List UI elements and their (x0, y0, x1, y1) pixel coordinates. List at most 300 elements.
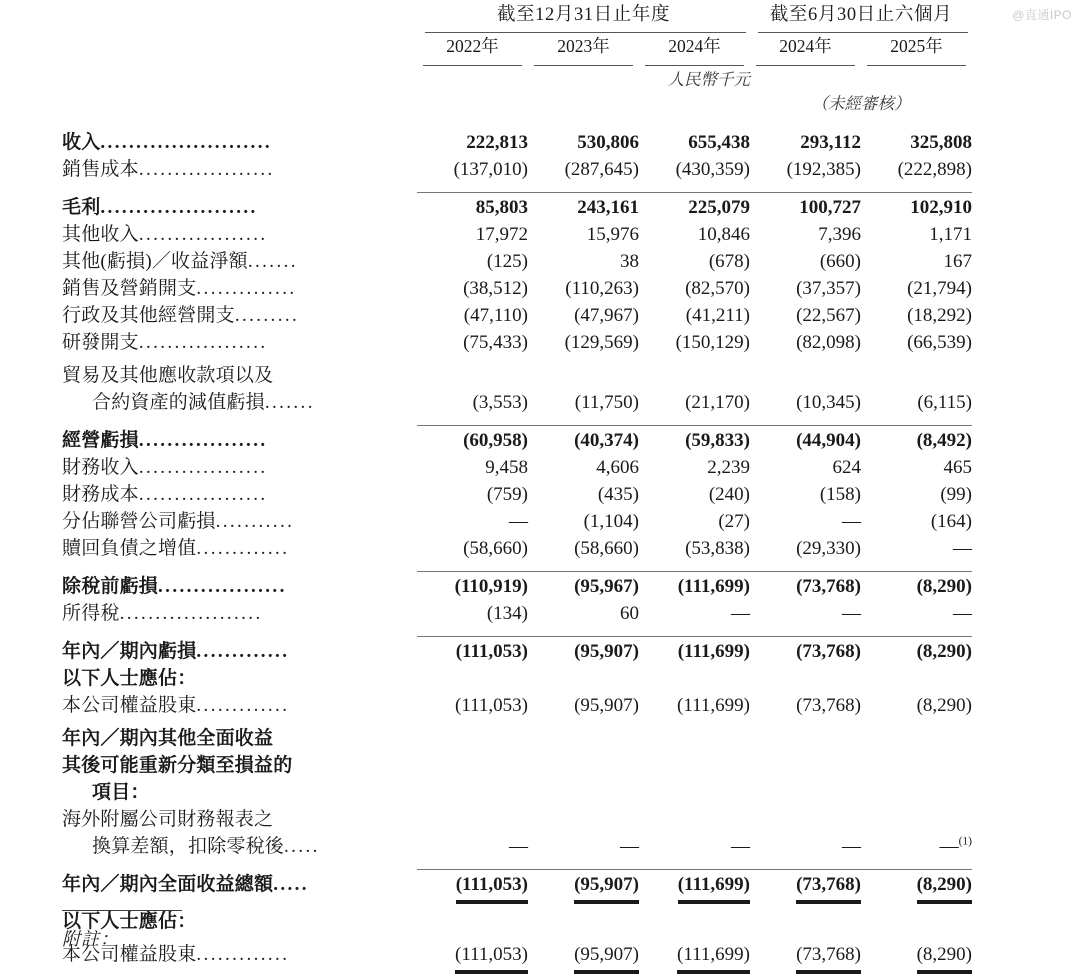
row-label-text: 換算差額，扣除零稅後 (92, 836, 285, 857)
table-row (62, 778, 972, 805)
row-label (62, 534, 417, 561)
header-group-right: 截至6月30日止六個月 (769, 5, 953, 25)
row-label (62, 572, 417, 600)
row-label-text: 銷售及營銷開支 (62, 278, 197, 299)
unit-blank-2 (528, 66, 639, 90)
table-row (62, 599, 972, 626)
row-value: 243,161 (528, 193, 639, 221)
table-row (62, 361, 972, 388)
leader-dots: .................... (119, 603, 263, 624)
table-row (62, 274, 972, 301)
row-label (62, 691, 417, 718)
leader-dots: ............. (196, 695, 290, 716)
row-value: (1,104) (583, 511, 639, 532)
row-value (861, 361, 972, 388)
header-group-row (62, 0, 972, 26)
row-value: (430,359) (675, 159, 750, 180)
row-value: (8,290) (861, 637, 972, 665)
row-value (528, 870, 639, 898)
row-value (861, 907, 972, 934)
spacer-row (62, 859, 972, 870)
row-label-text: 行政及其他經營開支 (62, 305, 235, 326)
row-value: 624 (832, 457, 861, 478)
row-value: (73,768) (796, 695, 861, 716)
table-row (62, 637, 972, 665)
row-label (62, 274, 417, 301)
year-rule-1 (417, 58, 528, 66)
row-value: (111,699) (677, 695, 750, 716)
value-double-underline: (73,768) (796, 944, 861, 965)
row-label (62, 751, 417, 778)
row-value: — (842, 836, 861, 857)
table-row (62, 388, 972, 415)
row-label (62, 128, 417, 155)
row-value: (11,750) (574, 392, 639, 413)
unaud-blank-2 (528, 90, 639, 114)
table-row (62, 534, 972, 561)
leader-dots: ....... (247, 251, 298, 272)
row-value (639, 805, 750, 832)
value-double-underline: (111,699) (677, 944, 750, 965)
value-double-underline: (111,053) (455, 944, 528, 965)
table-row (62, 426, 972, 454)
row-value: (18,292) (907, 305, 973, 326)
row-value: — (953, 603, 973, 624)
leader-dots: .................. (138, 224, 268, 245)
row-value: (60,958) (417, 426, 528, 454)
row-label-text: 毛利 (62, 197, 101, 218)
row-value (528, 778, 639, 805)
table-row (62, 805, 972, 832)
row-value: 38 (620, 251, 639, 272)
row-value: (3,553) (472, 392, 528, 413)
leader-dots: .................. (138, 457, 268, 478)
row-label-text: 其他收入 (62, 224, 139, 245)
row-value: (40,374) (528, 426, 639, 454)
unit-blank-1 (417, 66, 528, 90)
spacer-row (62, 626, 972, 637)
income-statement-table (62, 0, 972, 967)
row-label-text: 其他(虧損)／收益淨額 (62, 251, 248, 272)
row-label-text: 除稅前虧損 (62, 576, 159, 597)
row-value: (287,645) (564, 159, 639, 180)
table-row (62, 453, 972, 480)
row-value (417, 724, 528, 751)
leader-dots: ............. (196, 641, 290, 662)
row-value: 102,910 (861, 193, 972, 221)
row-value: (111,699) (639, 637, 750, 665)
row-value: (137,010) (453, 159, 528, 180)
table-row (62, 572, 972, 600)
row-label (62, 155, 417, 182)
row-value: 85,803 (417, 193, 528, 221)
unaud-blank-3 (639, 90, 750, 114)
row-label-text: 項目： (92, 782, 150, 803)
spacer-row (62, 182, 972, 193)
row-label-text: 銷售成本 (62, 159, 139, 180)
unit-blank-4 (750, 66, 861, 90)
row-value: (134) (486, 603, 528, 624)
row-value (861, 940, 972, 967)
row-value (639, 870, 750, 898)
row-label (62, 328, 417, 355)
table-row (62, 870, 972, 898)
row-value: — (620, 836, 639, 857)
watermark: @直通IPO (1012, 8, 1072, 22)
group-rule-left (417, 26, 750, 33)
row-value: (660) (819, 251, 861, 272)
header-corner-blank (62, 0, 417, 26)
unaud-blank-1 (417, 90, 528, 114)
row-value: — (731, 836, 750, 857)
row-value: 325,808 (910, 132, 973, 153)
row-label-text: 以下人士應佔： (62, 911, 197, 932)
row-value (750, 805, 861, 832)
row-label-text: 經營虧損 (62, 430, 139, 451)
leader-dots: ........... (215, 511, 295, 532)
table-row (62, 480, 972, 507)
row-label-text: 財務收入 (62, 457, 139, 478)
row-value: 1,171 (929, 224, 973, 245)
table-row (62, 128, 972, 155)
leader-dots: .................. (138, 430, 268, 451)
row-value: (21,794) (907, 278, 973, 299)
footnote-label: 附註： (62, 929, 119, 949)
row-value (639, 724, 750, 751)
row-value (861, 805, 972, 832)
row-label-text: 海外附屬公司財務報表之 (62, 809, 274, 830)
row-value: (47,967) (574, 305, 639, 326)
year-label-blank (62, 33, 417, 58)
row-value (417, 940, 528, 967)
row-value (528, 664, 639, 691)
row-label-text: 本公司權益股東 (62, 944, 197, 965)
table-row (62, 940, 972, 967)
spacer-cell (62, 859, 972, 870)
row-value: (41,211) (685, 305, 750, 326)
row-value: 222,813 (466, 132, 528, 153)
row-label-text: 年內／期內其他全面收益 (62, 728, 274, 749)
row-value: (22,567) (796, 305, 861, 326)
row-value (528, 907, 639, 934)
row-value: — (731, 603, 750, 624)
row-value: (111,699) (639, 572, 750, 600)
row-value (861, 664, 972, 691)
table-row (62, 193, 972, 221)
header-year-2023: 2023年 (557, 36, 610, 56)
row-value: 17,972 (475, 224, 528, 245)
row-label (62, 507, 417, 534)
row-label (62, 637, 417, 665)
row-value (750, 870, 861, 898)
row-value: (47,110) (463, 305, 528, 326)
row-value: (8,290) (916, 695, 973, 716)
row-label-text: 研發開支 (62, 332, 139, 353)
row-value: (38,512) (463, 278, 528, 299)
gap-cell (62, 114, 972, 128)
header-group-rule-row (62, 26, 972, 33)
row-value: (27) (718, 511, 750, 532)
header-year-rule-row (62, 58, 972, 66)
row-value (528, 940, 639, 967)
header-currency-unit: 人民幣千元 (667, 70, 750, 89)
row-label (62, 301, 417, 328)
header-group-left: 截至12月31日止年度 (496, 5, 671, 25)
group-rule-right (750, 26, 972, 33)
spacer-cell (62, 415, 972, 426)
row-value (417, 907, 528, 934)
row-value: 2,239 (707, 457, 750, 478)
row-value: (759) (486, 484, 528, 505)
row-value: (10,345) (796, 392, 861, 413)
row-label-text: 財務成本 (62, 484, 139, 505)
table-row (62, 155, 972, 182)
spacer-cell (62, 561, 972, 572)
row-value: (222,898) (897, 159, 973, 180)
row-value: 10,846 (697, 224, 750, 245)
row-label-text: 所得稅 (62, 603, 120, 624)
table-row (62, 328, 972, 355)
header-year-2024-h1: 2024年 (779, 36, 832, 56)
row-value: — (953, 538, 973, 559)
row-value (639, 907, 750, 934)
row-value (639, 778, 750, 805)
row-value: (111,053) (455, 695, 528, 716)
row-value: (58,660) (463, 538, 528, 559)
leader-dots: ................... (138, 159, 275, 180)
row-value: (164) (930, 511, 973, 532)
row-label (62, 480, 417, 507)
leader-dots: ...................... (100, 197, 258, 218)
row-value (639, 751, 750, 778)
value-double-underline: (111,053) (455, 874, 528, 895)
unit-blank (62, 66, 417, 90)
row-value: (73,768) (750, 572, 861, 600)
header-body-gap (62, 114, 972, 128)
row-value: (125) (486, 251, 528, 272)
row-value: 167 (943, 251, 973, 272)
row-value: 293,112 (800, 132, 861, 153)
row-value (528, 805, 639, 832)
row-value: (435) (597, 484, 639, 505)
header-year-2025-h1: 2025年 (890, 36, 943, 56)
row-value: (37,357) (796, 278, 861, 299)
row-value: (110,919) (417, 572, 528, 600)
header-unaudited-row (62, 90, 972, 114)
table-row (62, 664, 972, 691)
row-label (62, 193, 417, 221)
year-rule-4 (750, 58, 861, 66)
row-label (62, 805, 417, 832)
row-label-text: 本公司權益股東 (62, 695, 197, 716)
row-value (639, 664, 750, 691)
footnote-marker: (1) (958, 835, 973, 848)
row-value: (95,907) (574, 695, 639, 716)
row-value: 15,976 (586, 224, 639, 245)
leader-dots: ........................ (100, 132, 273, 153)
row-value: (150,129) (675, 332, 750, 353)
table-row (62, 832, 972, 859)
table-row (62, 751, 972, 778)
row-value (861, 870, 972, 898)
row-value: — (509, 511, 528, 532)
row-value: (82,570) (685, 278, 750, 299)
value-double-underline: (8,290) (916, 874, 973, 895)
table-row (62, 301, 972, 328)
row-value: 7,396 (818, 224, 861, 245)
row-value: 9,458 (485, 457, 528, 478)
row-value: (95,907) (528, 637, 639, 665)
row-label-text: 合約資產的減值虧損 (92, 392, 265, 413)
table-row (62, 220, 972, 247)
spacer-row (62, 415, 972, 426)
row-value: (158) (819, 484, 861, 505)
row-label (62, 832, 417, 859)
row-value: (21,170) (685, 392, 750, 413)
leader-dots: ..... (284, 836, 320, 857)
row-value (417, 664, 528, 691)
row-value: (44,904) (750, 426, 861, 454)
row-value: (678) (708, 251, 750, 272)
leader-dots: .............. (196, 278, 297, 299)
row-label (62, 664, 417, 691)
row-value: 100,727 (750, 193, 861, 221)
row-value (417, 751, 528, 778)
row-value: (59,833) (639, 426, 750, 454)
row-value (528, 751, 639, 778)
year-rule-2 (528, 58, 639, 66)
header-year-2024-fy: 2024年 (668, 36, 721, 56)
value-double-underline: (8,290) (916, 944, 973, 965)
row-value: (58,660) (574, 538, 639, 559)
spacer-cell (62, 182, 972, 193)
row-value (861, 778, 972, 805)
header-unaudited-note: （未經審核） (811, 94, 911, 113)
row-value (417, 778, 528, 805)
row-value (750, 940, 861, 967)
row-value (750, 778, 861, 805)
footnote-rule (62, 910, 182, 911)
leader-dots: .................. (138, 332, 268, 353)
row-value: (8,290) (861, 572, 972, 600)
row-label (62, 599, 417, 626)
row-label-text: 分佔聯營公司虧損 (62, 511, 216, 532)
row-label-text: 年內／期內虧損 (62, 641, 197, 662)
table-row (62, 691, 972, 718)
value-double-underline: (73,768) (796, 874, 861, 895)
row-value (528, 724, 639, 751)
table-row (62, 247, 972, 274)
row-value: (66,539) (907, 332, 973, 353)
row-label (62, 247, 417, 274)
row-value: (82,098) (796, 332, 861, 353)
row-value: (129,569) (564, 332, 639, 353)
row-value: (6,115) (917, 392, 973, 413)
row-value: 225,079 (639, 193, 750, 221)
row-value (417, 361, 528, 388)
row-value: 530,806 (577, 132, 639, 153)
leader-dots: ....... (264, 392, 315, 413)
row-value (861, 724, 972, 751)
row-value (528, 361, 639, 388)
unit-blank-5 (861, 66, 972, 90)
row-value: (53,838) (685, 538, 750, 559)
row-value (750, 724, 861, 751)
row-value: (110,263) (565, 278, 639, 299)
header-year-2022: 2022年 (446, 36, 499, 56)
row-value: (8,492) (861, 426, 972, 454)
table-row (62, 507, 972, 534)
table-row (62, 907, 972, 934)
row-value: 465 (943, 457, 973, 478)
row-value (750, 664, 861, 691)
row-label-text: 其後可能重新分類至損益的 (62, 755, 293, 776)
leader-dots: ............. (196, 944, 290, 965)
row-label (62, 426, 417, 454)
row-value: — (509, 836, 528, 857)
row-label-text: 收入 (62, 132, 101, 153)
row-value (750, 361, 861, 388)
row-label (62, 453, 417, 480)
value-double-underline: (95,907) (574, 944, 639, 965)
row-value: — (842, 603, 861, 624)
row-value (861, 751, 972, 778)
year-rule-5 (861, 58, 972, 66)
row-value: (29,330) (796, 538, 861, 559)
leader-dots: ......... (234, 305, 300, 326)
row-value (750, 751, 861, 778)
row-value (639, 940, 750, 967)
row-label (62, 870, 417, 898)
row-value: (111,053) (417, 637, 528, 665)
row-label-text: 以下人士應佔： (62, 668, 197, 689)
row-value: (99) (940, 484, 973, 505)
year-rule-blank (62, 58, 417, 66)
row-value: — (842, 511, 861, 532)
row-value: (192,385) (786, 159, 861, 180)
row-value: (95,967) (528, 572, 639, 600)
leader-dots: .................. (158, 576, 287, 597)
row-label (62, 778, 417, 805)
table-row (62, 724, 972, 751)
row-value: —$^{(1)}$ (939, 835, 973, 857)
value-double-underline: (95,907) (574, 874, 639, 895)
row-value (639, 361, 750, 388)
row-label-text: 貿易及其他應收款項以及 (62, 365, 274, 386)
row-value: 60 (620, 603, 639, 624)
header-unit-row (62, 66, 972, 90)
row-label-text: 贖回負債之增值 (62, 538, 197, 559)
row-label (62, 388, 417, 415)
leader-dots: ............. (196, 538, 290, 559)
row-label-text: 年內／期內全面收益總額 (62, 874, 274, 895)
row-value: (73,768) (750, 637, 861, 665)
rule-blank (62, 26, 417, 33)
year-rule-3 (639, 58, 750, 66)
leader-dots: ..... (273, 874, 309, 895)
row-label (62, 361, 417, 388)
row-value (417, 870, 528, 898)
spacer-row (62, 561, 972, 572)
row-value (417, 805, 528, 832)
row-value (750, 907, 861, 934)
row-value: 655,438 (688, 132, 750, 153)
row-value: (75,433) (463, 332, 528, 353)
row-label (62, 724, 417, 751)
row-value: 4,606 (596, 457, 639, 478)
leader-dots: .................. (138, 484, 268, 505)
unaud-blank (62, 90, 417, 114)
